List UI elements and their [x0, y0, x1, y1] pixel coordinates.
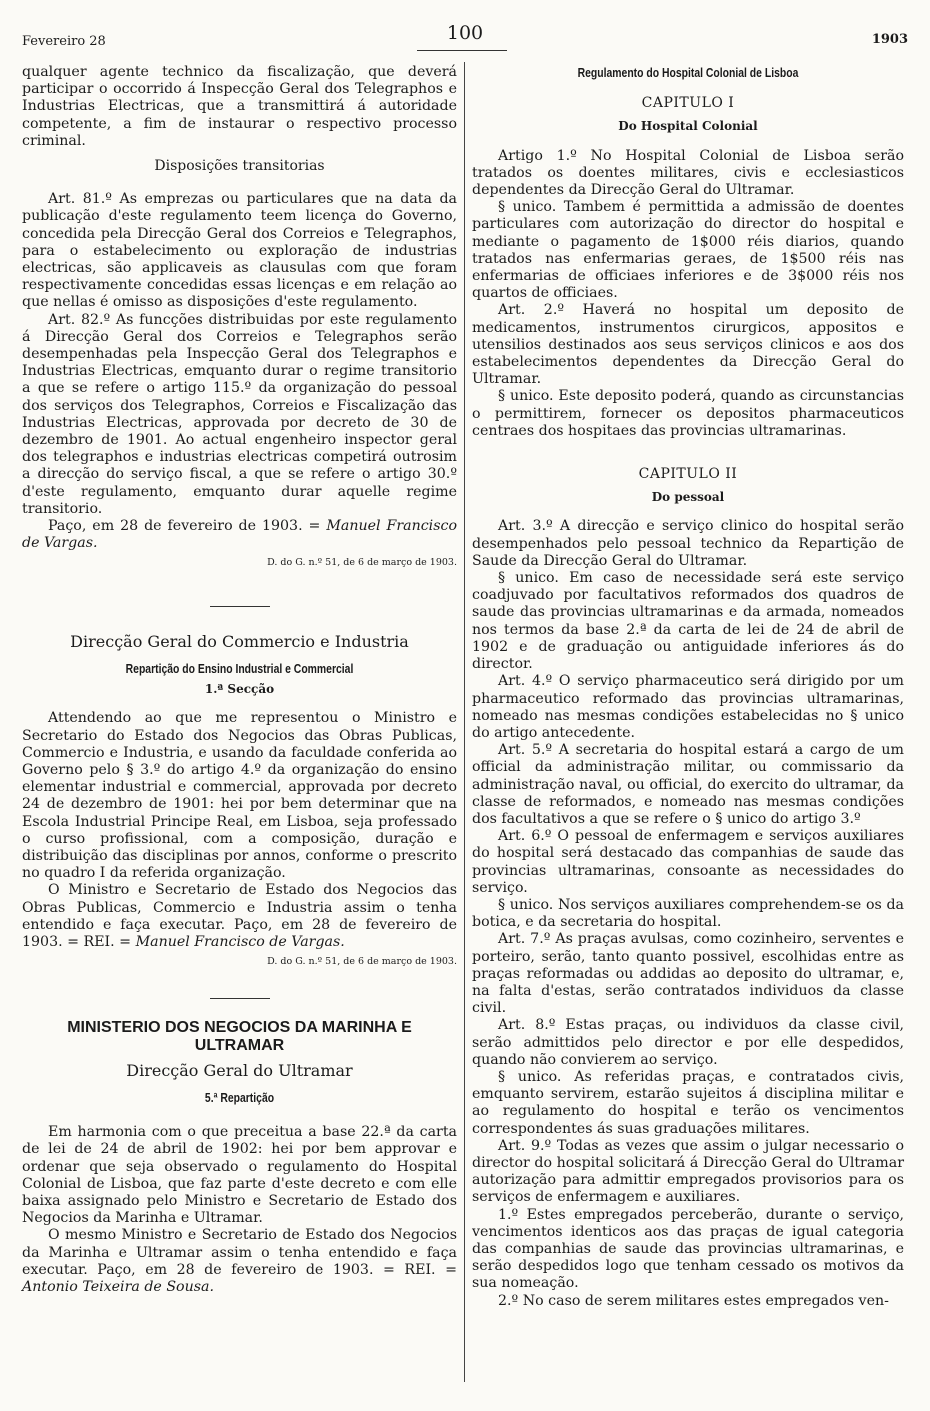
article-1: Artigo 1.º No Hospital Colonial de Lisboa serão tratados os doentes militares, civis e ecclesiasticos dependentes da Direcção Geral do Ultramar.: [472, 147, 904, 199]
section-rule-2: [210, 998, 270, 999]
right-column: [472, 64, 904, 1310]
column-divider: [464, 62, 465, 1382]
header-date: Fevereiro 28: [22, 34, 106, 49]
repartition-heading: Repartição do Ensino Industrial e Commercial: [125, 660, 354, 676]
article-7: Art. 7.º As praças avulsas, como cozinheiro, serventes e porteiro, serão, tanto quanto possivel, escolhidas entre as praças reformadas ou addidas ao deposito do ultramar, e, na falta d'estas, serão contratados individuos da classe civil.: [472, 931, 904, 1017]
chapter-2-heading: CAPITULO II: [638, 466, 738, 483]
chapter-1-heading: CAPITULO I: [641, 95, 735, 112]
signoff-1-name: Manuel Francisco de Vargas.: [22, 518, 457, 552]
decree-paragraph: Attendendo ao que me representou o Ministro e Secretario do Estado dos Negocios das Obras Publicas, Commercio e Industria, e usando da faculdade conferida ao Governo pelo § 3.º do artigo 4.º da organização do ensino elementar industrial e commercial, approvada por decreto 24 de dezembro de 1901: hei por bem determinar que na Escola Industrial Principe Real, em Lisboa, seja professado o curso profissional, com a composição, duração e distribuição das disciplinas por annos, conforme o prescrito no quadro I da referida organização.: [22, 710, 457, 882]
article-8: Art. 8.º Estas praças, ou individuos da classe civil, serão admittidos pelo director e por elle despedidos, quando não convierem ao serviço.: [472, 1017, 904, 1068]
repartition-heading-wrap: [22, 660, 457, 677]
intro-paragraph: qualquer agente technico da fiscalização, que deverá participar o occorrido á Inspecção Geral dos Telegraphos e Industrias Electricas, que a transmittirá á autoridade competente, a fim de instaurar o respectivo processo criminal.: [22, 64, 457, 149]
section-rule-1: [210, 606, 270, 607]
harmony-closing: [22, 1227, 457, 1296]
dept-heading: Direcção Geral do Commercio e Industria: [70, 631, 409, 651]
page-number: 100: [446, 22, 484, 44]
article-4: Art. 4.º O serviço pharmaceutico será dirigido por um pharmaceutico reformado das provincias ultramarinas, nomeado nas mesmas condições estabelecidas no § unico do artigo antecedente.: [472, 673, 904, 741]
fifth-repartition-wrap: [22, 1089, 457, 1106]
article-6: Art. 6.º O pessoal de enfermagem e serviços auxiliares do hospital será destacado das companhias de saude das provincias ultramarinas, consoante as necessidades do serviço.: [472, 828, 904, 896]
ministry-heading: MINISTERIO DOS NEGOCIOS DA MARINHA E ULTRAMAR: [67, 1019, 412, 1054]
source-citation-2: D. do G. n.º 51, de 6 de março de 1903.: [267, 956, 457, 968]
ultramar-heading: Direcção Geral do Ultramar: [126, 1060, 353, 1080]
harmony-closing-name: Antonio Teixeira de Sousa.: [22, 1278, 214, 1295]
harmony-paragraph: Em harmonia com o que preceitua a base 22.ª da carta de lei de 24 de abril de 1902: hei por bem approvar e ordenar que seja observado o regulamento do Hospital Colonial de Lisboa, que faz parte d'este decreto e com elle baixa assignado pelo Ministro e Secretario de Estado dos Negocios da Marinha e Ultramar.: [22, 1124, 457, 1227]
signoff-1-text: Paço, em 28 de fevereiro de 1903. =: [48, 518, 327, 535]
article-3: Art. 3.º A direcção e serviço clinico do hospital serão desempenhados pelo pessoal technico da Repartição de Saude da Direcção Geral do Ultramar.: [472, 518, 904, 569]
harmony-closing-text: O mesmo Ministro e Secretario de Estado dos Negocios da Marinha e Ultramar assim o tenha entendido e faça executar. Paço, em 28 de fevereiro de 1903. = REI. =: [22, 1227, 457, 1278]
left-column: [22, 64, 457, 1296]
decree-closing: [22, 882, 457, 951]
article-9: Art. 9.º Todas as vezes que assim o julgar necessario o director do hospital solicitará á Direcção Geral do Ultramar autorização para admittir empregados provisorios para os serviços de enfermagem e auxiliares.: [472, 1137, 904, 1206]
article-5: Art. 5.º A secretaria do hospital estará a cargo de um official da administração militar, ou commissario da administração naval, ou official, do exercito do ultramar, da classe de reformados, e nomeado nas mesmas condições dos facultativos a que se refere o § unico do artigo 3.º: [472, 742, 904, 827]
article-2: Art. 2.º Haverá no hospital um deposito de medicamentos, instrumentos cirurgicos, appositos e utensilios destinados aos seus serviços clinicos e aos dos estabelecimentos dependentes da Direcção Geral do Ultramar.: [472, 302, 904, 388]
spacer: [22, 1106, 457, 1124]
decree-closing-text: O Ministro e Secretario de Estado dos Negocios das Obras Publicas, Commercio e Industria assim o tenha entendido e faça executar. Paço, em 28 de fevereiro de 1903. = REI. =: [22, 882, 457, 950]
article-9-item-2: 2.º No caso de serem militares estes empregados ven-: [498, 1292, 889, 1309]
page-number-rule: [417, 50, 507, 51]
article-81: Art. 81.º As emprezas ou particulares que na data da publicação d'este regulamento teem licença do Governo, concedida pela Direcção Geral dos Correios e Telegraphos, para o estabelecimento ou exploração de industrias electricas, são applicaveis as clausulas com que foram respectivamente concedidas essas licenças e em relação ao que nellas é omisso as disposições d'este regulamento.: [22, 191, 457, 311]
signoff-1: [22, 518, 457, 552]
regulation-title-wrap: [472, 64, 904, 81]
article-1-single: § unico. Tambem é permittida a admissão de doentes particulares com autorização do director do hospital e mediante o pagamento de 1$000 réis diarios, quando tratados nas enfermarias geraes, de 1$500 réis nas enfermarias de officiaes inferiores e de 3$000 réis nos quartos de officiaes.: [472, 199, 904, 302]
page-header: [22, 22, 908, 52]
transitory-heading: Disposições transitorias: [154, 158, 325, 175]
chapter-1-subheading: Do Hospital Colonial: [618, 119, 758, 134]
source-citation-1: D. do G. n.º 51, de 6 de março de 1903.: [267, 557, 457, 569]
article-8-single: § unico. As referidas praças, e contratados civis, emquanto servirem, estarão sujeitos á disciplina militar e ao regulamento do hospital e terão os vencimentos correspondentes ás suas graduações militares.: [472, 1068, 904, 1137]
decree-closing-name: Manuel Francisco de Vargas.: [135, 933, 345, 950]
regulation-title: Regulamento do Hospital Colonial de Lisboa: [577, 65, 799, 80]
fifth-repartition: 5.ª Repartição: [204, 1089, 275, 1105]
header-year: 1903: [871, 32, 908, 47]
chapter-2-subheading: Do pessoal: [651, 490, 725, 505]
article-3-single: § unico. Em caso de necessidade será este serviço coadjuvado por facultativos reformados dos quadros de saude das provincias ultramarinas e da armada, nomeados nos termos da base 2.ª da carta de lei de 24 de abril de 1902 e de graduação ou antiguidade inferiores ás do director.: [472, 570, 904, 673]
article-2-single: § unico. Este deposito poderá, quando as circunstancias o permittirem, fornecer os depositos pharmaceuticos centraes dos hospitaes das provincias ultramarinas.: [472, 388, 904, 439]
article-6-single: § unico. Nos serviços auxiliares comprehendem-se os da botica, e da secretaria do hospital.: [472, 896, 904, 931]
section-heading: 1.ª Secção: [204, 682, 275, 697]
article-82: Art. 82.º As funcções distribuidas por este regulamento á Direcção Geral dos Correios e Telegraphos serão desempenhadas pela Inspecção Geral dos Telegraphos e Industrias Electricas, emquanto durar o regime transitorio a que se refere o artigo 115.º da organização do pessoal dos serviços dos Telegraphos, Correios e Fiscalização das Industrias Electricas, approvada por decreto de 30 de dezembro de 1901. Ao actual engenheiro inspector geral dos telegraphos e industrias electricas competirá outrosim a direcção do serviço fiscal, a que se refere o artigo 30.º d'este regulamento, emquanto durar aquelle regime transitorio.: [22, 311, 457, 517]
article-9-item-1: 1.º Estes empregados perceberão, durante o serviço, vencimentos identicos aos das praças de igual categoria das companhias de saude das provincias ultramarinas, e serão despedidos logo que tenham cessado os motivos da sua nomeação.: [472, 1206, 904, 1292]
